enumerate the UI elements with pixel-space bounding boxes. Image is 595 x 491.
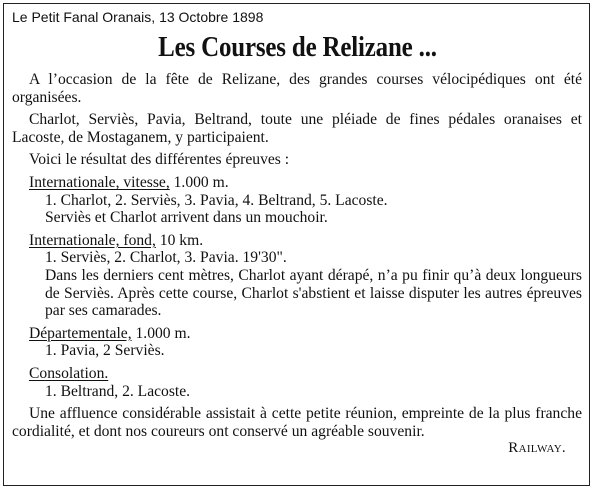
race-name: Internationale, fond, [29,231,156,249]
race-note: Dans les derniers cent mètres, Charlot ayant dérapé, n’a pu finir qu’à deux longueurs de Serviès. Après cette course, Charlot s'abstient et laisse disputer les autres épreuves par ses camarades. [45,266,582,320]
article-title: Les Courses de Relizane ... [158,31,437,63]
race-section-2 [12,232,582,320]
race-results: 1. Beltrand, 2. Lacoste. [45,382,191,400]
race-distance: 10 km. [155,231,204,249]
race-section-1 [12,174,582,227]
race-name: Consolation. [29,364,109,382]
race-section-4 [12,365,582,400]
race-name: Départementale, [29,324,132,342]
source-line: Le Petit Fanal Oranais, 13 Octobre 1898 [12,9,264,25]
author-signature: Railway. [508,440,566,457]
intro-paragraph-1: A l’occasion de la fête de Relizane, des grandes courses vélocipédiques ont été organisées. [12,71,582,106]
race-results: 1. Charlot, 2. Serviès, 3. Pavia, 4. Beltrand, 5. Lacoste. [45,191,388,209]
race-results: 1. Pavia, 2 Serviès. [45,342,165,360]
race-heading [12,365,582,383]
race-heading [12,325,582,343]
race-note: Serviès et Charlot arrivent dans un mouchoir. [45,209,328,227]
article-body [12,71,582,458]
race-heading [12,232,582,250]
closing-paragraph: Une affluence considérable assistait à cette petite réunion, empreinte de la plus franche cordialité, et dont nos coureurs ont conservé un agréable souvenir. [12,405,582,440]
race-heading [12,174,582,192]
intro-paragraph-2: Charlot, Serviès, Pavia, Beltrand, toute une pléiade de fines pédales oranaises et Lacoste, de Mostaganem, y participaient. [12,111,582,146]
race-name: Internationale, vitesse, [29,173,170,191]
race-distance: 1.000 m. [169,173,229,191]
race-distance: 1.000 m. [131,324,191,342]
race-section-3 [12,325,582,360]
race-results: 1. Serviès, 2. Charlot, 3. Pavia. 19'30". [45,249,287,267]
intro-paragraph-3: Voici le résultat des différentes épreuves : [29,151,290,169]
